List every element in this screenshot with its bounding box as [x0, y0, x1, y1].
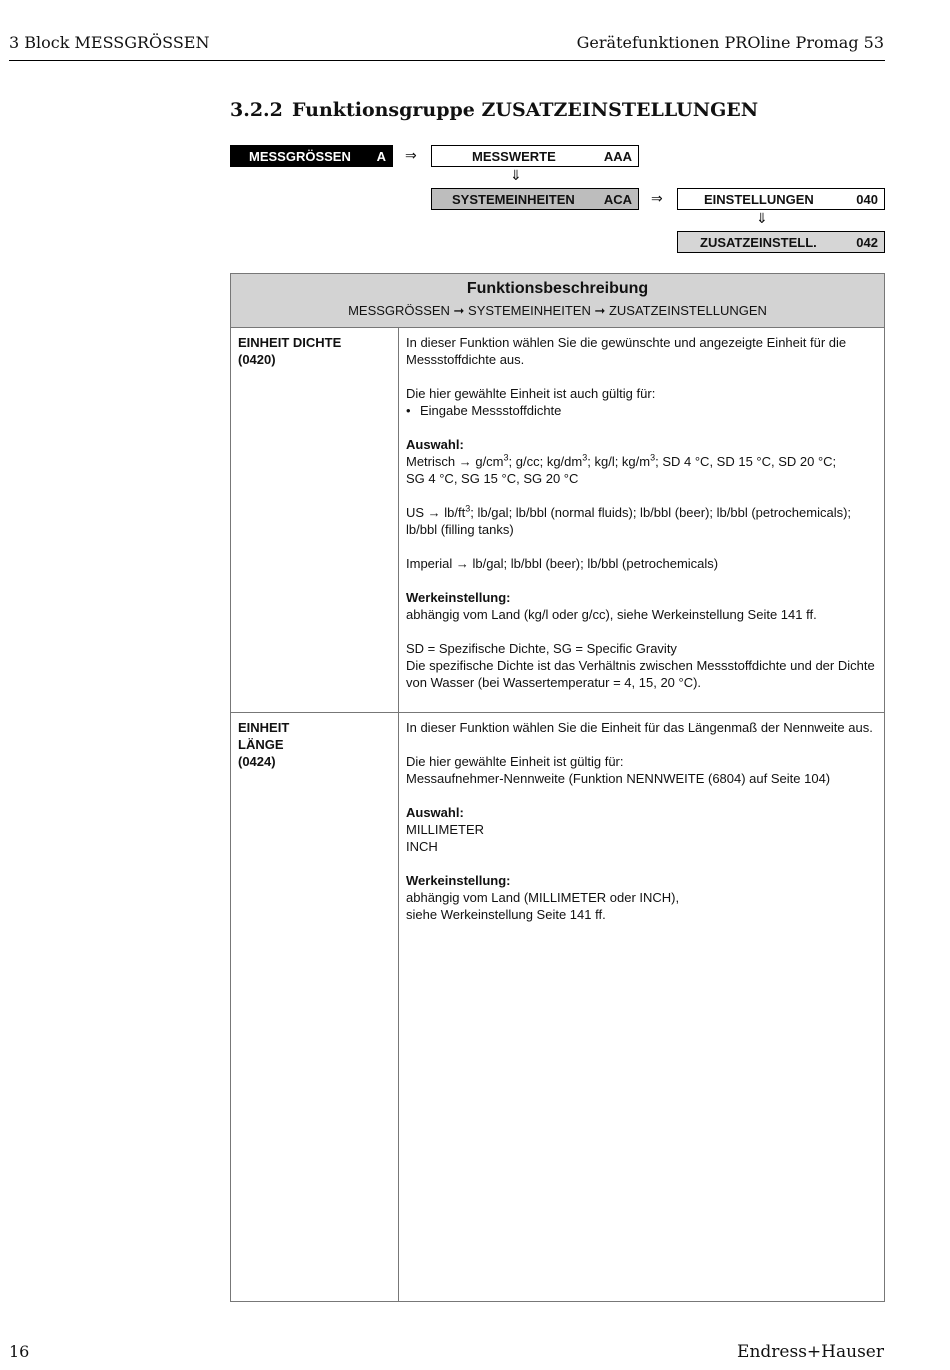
valid-for-label: Die hier gewählte Einheit ist gültig für:: [406, 754, 624, 769]
valid-for-block: [406, 753, 877, 787]
function-name-line1: EINHEIT: [238, 720, 290, 735]
selection-block: [406, 804, 877, 855]
nav-block-label: MESSGRÖSSEN: [249, 148, 351, 164]
table-path: MESSGRÖSSEN ➞ SYSTEMEINHEITEN ➞ ZUSATZEINSTELLUNGEN: [348, 303, 767, 318]
factory-setting-label: Werkeinstellung:: [406, 590, 511, 605]
valid-for-item: Messaufnehmer-Nennweite (Funktion NENNWEITE (6804) auf Seite 104): [406, 771, 831, 786]
option-millimeter: MILLIMETER: [406, 822, 485, 837]
selection-block: [406, 436, 877, 487]
section-heading: Funktionsgruppe ZUSATZEINSTELLUNGEN: [292, 99, 759, 121]
note-block: [406, 640, 877, 691]
us-options: US → $lb/ft^3$; lb/gal; lb/bbl (normal fluids); lb/bbl (beer); lb/bbl (petrochemicals); lb/bbl (filling tanks): [406, 503, 852, 537]
metric-options: Metrisch → $g/cm^3$; g/cc; $kg/dm^3$; kg/l; $kg/m^3$; SD 4 °C, SD 15 °C, SD 20 °C;: [406, 452, 837, 469]
running-header-chapter: 3 Block MESSGRÖSSEN: [9, 33, 210, 52]
valid-for-item: • Eingabe Messstoffdichte: [406, 402, 877, 419]
function-description-cell: [399, 328, 884, 712]
selection-label: Auswahl:: [406, 805, 464, 820]
factory-setting-label: Werkeinstellung:: [406, 873, 511, 888]
table-header: [231, 274, 884, 328]
note-abbreviations: SD = Spezifische Dichte, SG = Specific Gravity: [406, 641, 677, 656]
function-description-table: [230, 273, 885, 1302]
running-header-title: Gerätefunktionen PROline Promag 53: [576, 33, 884, 52]
brand-logo-text: Endress+Hauser: [737, 1342, 884, 1362]
description-intro: In dieser Funktion wählen Sie die gewünschte und angezeigte Einheit für die Messstoffdichte aus.: [406, 335, 847, 367]
note-definition: Die spezifische Dichte ist das Verhältnis zwischen Messstoffdichte und der Dichte von Wasser (bei Wassertemperatur = 4, 15, 20 °C).: [406, 658, 875, 690]
nav-sub2-code: 042: [856, 234, 878, 250]
function-name-cell: [231, 328, 399, 712]
table-title: Funktionsbeschreibung: [466, 280, 649, 297]
nav-group1-code: AAA: [603, 148, 632, 164]
section-number: 3.2.2: [230, 99, 283, 121]
function-description-cell: [399, 713, 884, 1302]
nav-group2-label: SYSTEMEINHEITEN: [452, 191, 575, 207]
imperial-options: Imperial → lb/gal; lb/bbl (beer); lb/bbl (petrochemicals): [406, 556, 719, 571]
factory-setting-value: abhängig vom Land (MILLIMETER oder INCH),: [406, 890, 680, 905]
nav-sub2-label: ZUSATZEINSTELL.: [700, 234, 817, 250]
description-intro: In dieser Funktion wählen Sie die Einheit für das Längenmaß der Nennweite aus.: [406, 720, 873, 735]
factory-setting-value: abhängig vom Land (kg/l oder g/cc), siehe Werkeinstellung Seite 141 ff.: [406, 607, 817, 622]
metric-options-line2: SG 4 °C, SG 15 °C, SG 20 °C: [406, 471, 579, 486]
selection-label: Auswahl:: [406, 437, 464, 452]
nav-block-code: A: [376, 148, 386, 164]
page-number: 16: [9, 1342, 30, 1361]
valid-for-label: Die hier gewählte Einheit ist auch gültig für:: [406, 386, 656, 401]
nav-sub-einstellungen: [677, 188, 885, 210]
nav-block-messgroessen: [230, 145, 393, 167]
nav-group1-label: MESSWERTE: [472, 148, 556, 164]
factory-setting-block: [406, 589, 877, 623]
nav-sub1-label: EINSTELLUNGEN: [704, 191, 814, 207]
nav-group2-code: ACA: [603, 191, 632, 207]
function-name-line2: LÄNGE: [238, 737, 284, 752]
nav-arrow-down-icon: ⇓: [510, 167, 522, 183]
factory-setting-ref: siehe Werkeinstellung Seite 141 ff.: [406, 907, 606, 922]
function-code: (0424): [238, 754, 276, 769]
table-row-einheit-laenge: [231, 713, 884, 1302]
nav-sub1-code: 040: [856, 191, 878, 207]
function-name-cell: [231, 713, 399, 1302]
nav-arrow-right-icon: ⇒: [651, 190, 663, 206]
factory-setting-block: [406, 872, 877, 923]
header-rule: [9, 60, 885, 61]
function-code: (0420): [238, 352, 276, 367]
nav-group-messwerte: [431, 145, 639, 167]
valid-for-block: [406, 385, 877, 419]
nav-sub-zusatzeinstell: [677, 231, 885, 253]
section-title: [230, 99, 758, 121]
option-inch: INCH: [406, 839, 438, 854]
nav-arrow-right-icon: ⇒: [405, 147, 417, 163]
nav-arrow-down-icon: ⇓: [756, 210, 768, 226]
nav-group-systemeinheiten: [431, 188, 639, 210]
table-row-einheit-dichte: [231, 328, 884, 713]
function-name: EINHEIT DICHTE: [238, 335, 342, 350]
